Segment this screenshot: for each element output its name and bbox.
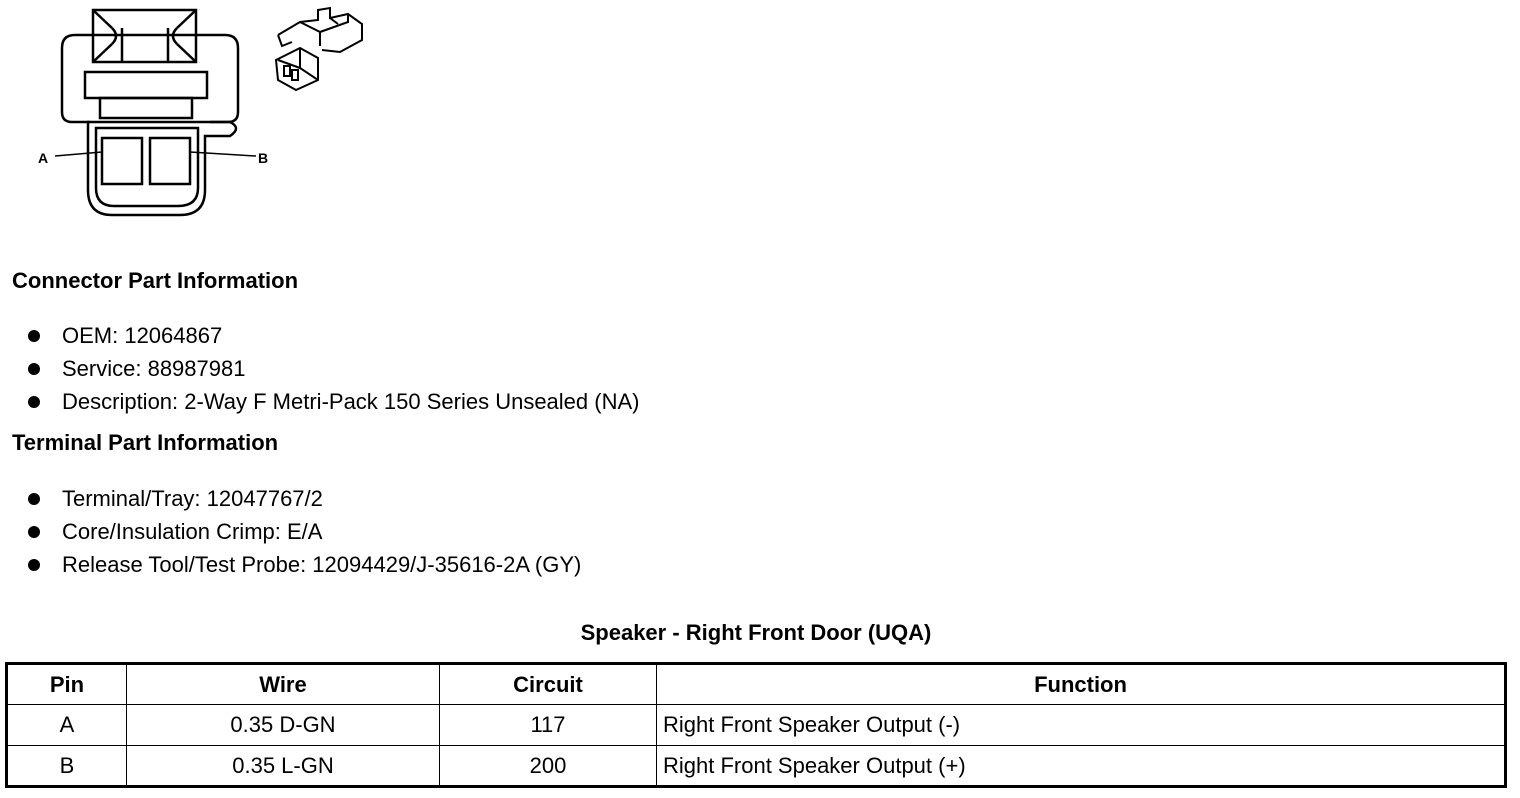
bullet-icon xyxy=(28,526,40,538)
header-circuit: Circuit xyxy=(440,664,657,705)
pin-table xyxy=(5,662,1507,788)
pin-label-a: A xyxy=(38,150,49,166)
connector-body xyxy=(88,122,236,215)
terminal-part-info-title: Terminal Part Information xyxy=(12,430,279,455)
connector-isometric-icon xyxy=(276,8,362,90)
header-wire: Wire xyxy=(127,664,440,705)
cell-function: Right Front Speaker Output (-) xyxy=(657,705,1506,746)
list-item: Description: 2-Way F Metri-Pack 150 Series Unsealed (NA) xyxy=(28,385,639,418)
table-header-row xyxy=(7,664,1506,705)
latch-loop xyxy=(62,35,238,122)
pin-table-title: Speaker - Right Front Door (UQA) xyxy=(580,620,932,645)
bullet-icon xyxy=(28,330,40,342)
connector-shoulder xyxy=(85,72,207,98)
bullet-icon xyxy=(28,559,40,571)
cell-function: Right Front Speaker Output (+) xyxy=(657,746,1506,787)
header-pin: Pin xyxy=(7,664,127,705)
list-item: Core/Insulation Crimp: E/A xyxy=(28,515,581,548)
cell-circuit: 200 xyxy=(440,746,657,787)
cell-circuit: 117 xyxy=(440,705,657,746)
cell-pin: A xyxy=(7,705,127,746)
bullet-icon xyxy=(28,363,40,375)
table-row xyxy=(7,705,1506,746)
list-item: OEM: 12064867 xyxy=(28,319,639,352)
connector-part-info-list xyxy=(28,319,639,418)
cell-wire: 0.35 D-GN xyxy=(127,705,440,746)
cell-wire: 0.35 L-GN xyxy=(127,746,440,787)
bullet-icon xyxy=(28,493,40,505)
cavity-b xyxy=(150,138,190,184)
table-row xyxy=(7,746,1506,787)
bullet-icon xyxy=(28,396,40,408)
connector-diagram xyxy=(0,0,380,225)
header-function: Function xyxy=(657,664,1506,705)
connector-part-info-title: Connector Part Information xyxy=(12,268,299,293)
pin-label-b: B xyxy=(258,150,269,166)
terminal-part-info-list xyxy=(28,482,581,581)
list-item: Service: 88987981 xyxy=(28,352,639,385)
list-item: Release Tool/Test Probe: 12094429/J-35616-2A (GY) xyxy=(28,548,581,581)
list-item: Terminal/Tray: 12047767/2 xyxy=(28,482,581,515)
cell-pin: B xyxy=(7,746,127,787)
cavity-a xyxy=(102,138,142,184)
